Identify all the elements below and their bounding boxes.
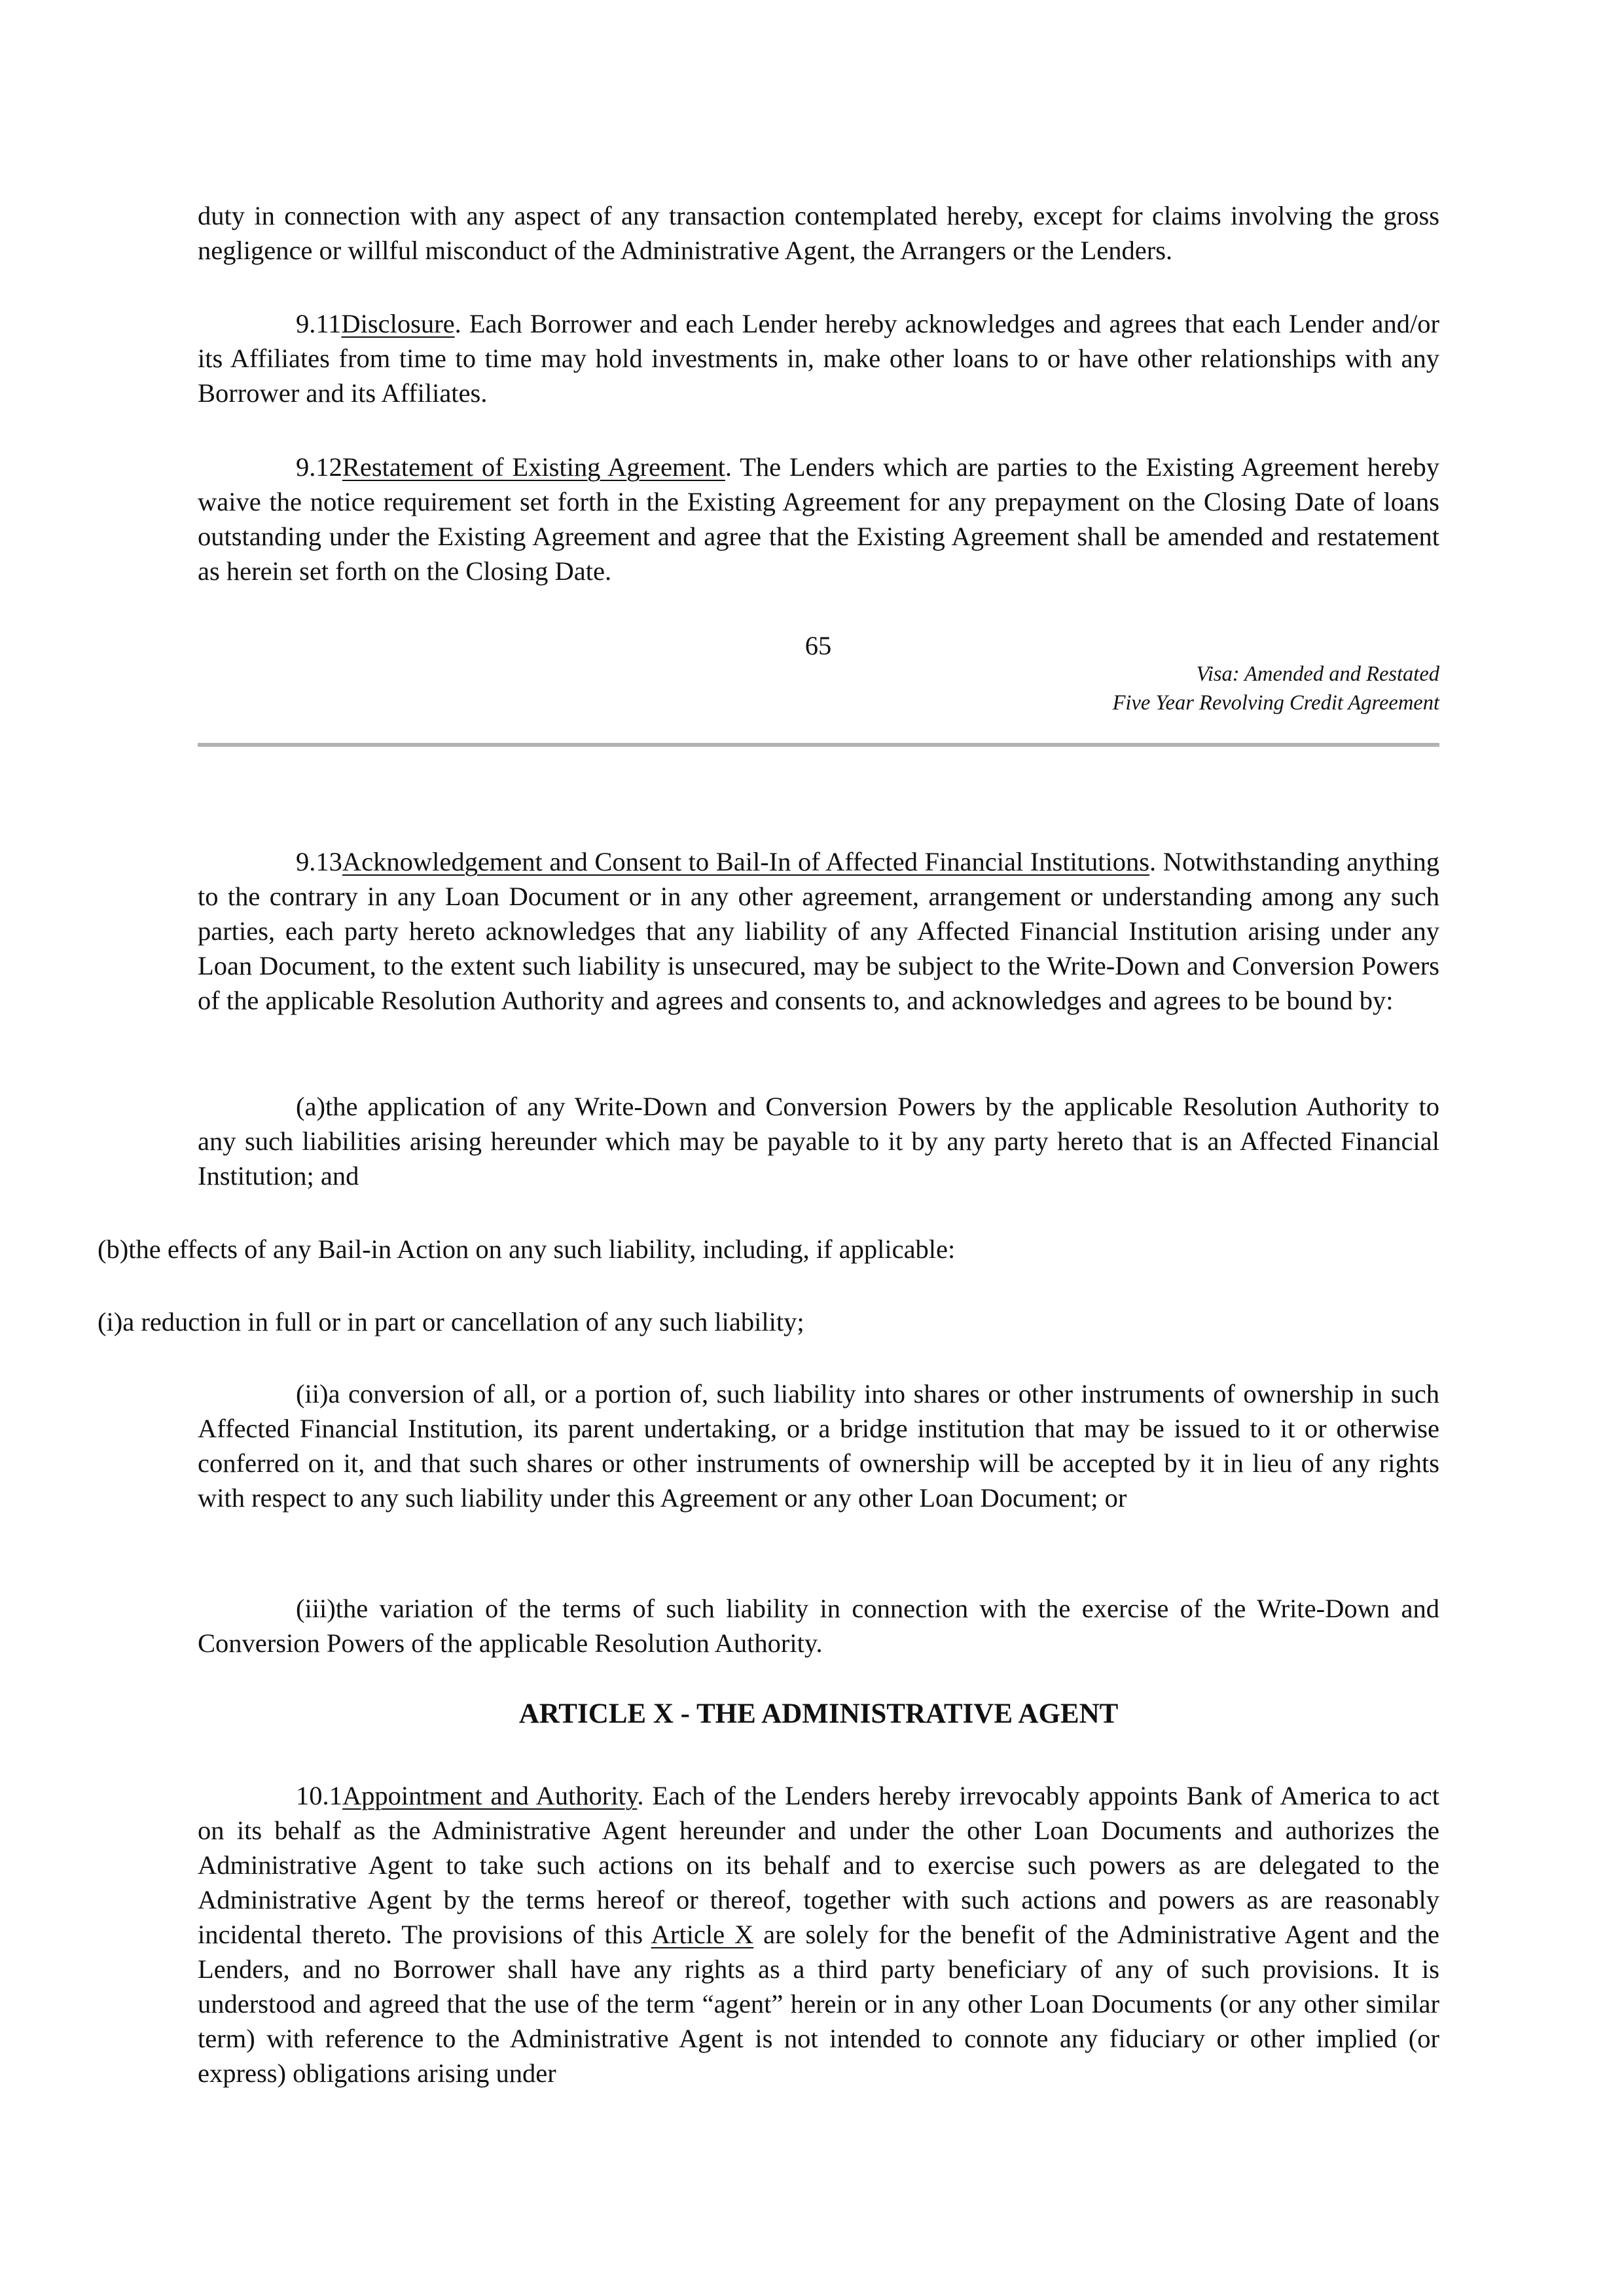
section-text: . The Lenders which are parties to the Existing Agreement hereby waive the notice requirement set forth in the Existing Agreement for any prepayment on the Closing Date of loans outstanding under the Existing Agreement and agree that the Existing Agreement shall be amended and restatement as herein set forth on the Closing Date. bbox=[198, 452, 1439, 586]
section-number: 9.13 bbox=[296, 847, 342, 876]
section-10-1 bbox=[198, 1778, 1439, 2090]
section-text: . Notwithstanding anything to the contrary in any Loan Document or in any other agreement, arrangement or understanding among any such parties, each party hereto acknowledges that any liability of any Affected Financial Institution arising under any Loan Document, to the extent such liability is unsecured, may be subject to the Write-Down and Conversion Powers of the applicable Resolution Authority and agrees and consents to, and acknowledges and agrees to be bound by: bbox=[198, 847, 1439, 1015]
section-9-12 bbox=[198, 450, 1439, 588]
section-text: . Each of the Lenders hereby irrevocably appoints Bank of America to act on its behalf as the Administrative Agent hereunder and under the other Loan Documents and authorizes the Administrative Agent to take such actions on its behalf and to exercise such powers as are delegated to the Administrative Agent by the terms hereof or thereof, together with such actions and powers as are reasonably incidental thereto. The provisions of this bbox=[198, 1781, 1439, 1949]
section-text: . Each Borrower and each Lender hereby acknowledges and agrees that each Lender and/or its Affiliates from time to time may hold investments in, make other loans to or have other relationships with any Borrower and its Affiliates. bbox=[198, 309, 1439, 408]
clause-a: (a)the application of any Write-Down and Conversion Powers by the applicable Resolution Authority to any such liabilities arising hereunder which may be payable to it by any party hereto that is an Affected Financial Institution; and bbox=[198, 1092, 1439, 1191]
page-number: 65 bbox=[804, 631, 832, 660]
section-number: 9.11 bbox=[296, 309, 342, 338]
section-9-13 bbox=[198, 844, 1439, 1018]
article-reference: Article X bbox=[651, 1920, 754, 1949]
footer-line-2: Five Year Revolving Credit Agreement bbox=[1112, 691, 1439, 715]
continued-paragraph: duty in connection with any aspect of any transaction contemplated hereby, except for claims involving the gross negligence or willful misconduct of the Administrative Agent, the Arrangers or the Lenders. bbox=[198, 201, 1439, 265]
page-break-rule bbox=[198, 743, 1439, 747]
section-heading: Restatement of Existing Agreement bbox=[342, 452, 725, 482]
section-heading: Disclosure bbox=[341, 309, 455, 338]
footer-line-1: Visa: Amended and Restated bbox=[1196, 662, 1439, 686]
article-heading: ARTICLE X - THE ADMINISTRATIVE AGENT bbox=[518, 1698, 1119, 1729]
clause-b: (b)the effects of any Bail-in Action on any such liability, including, if applicable: bbox=[98, 1234, 956, 1264]
section-number: 9.12 bbox=[296, 452, 342, 482]
section-text-continued: are solely for the benefit of the Administrative Agent and the Lenders, and no Borrower shall have any rights as a third party beneficiary of any of such provisions. It is understood and agreed that the use of the term “agent” herein or in any other Loan Documents (or any other similar term) with reference to the Administrative Agent is not intended to connote any fiduciary or other implied (or express) obligations arising under bbox=[198, 1920, 1439, 2088]
section-number: 10.1 bbox=[296, 1781, 342, 1810]
clause-iii: (iii)the variation of the terms of such liability in connection with the exercise of the Write-Down and Conversion Powers of the applicable Resolution Authority. bbox=[198, 1594, 1439, 1658]
section-9-11 bbox=[198, 306, 1439, 410]
clause-ii: (ii)a conversion of all, or a portion of, such liability into shares or other instruments of ownership in such Affected Financial Institution, its parent undertaking, or a bridge institution that may be issued to it or otherwise conferred on it, and that such shares or other instruments of ownership will be accepted by it in lieu of any rights with respect to any such liability under this Agreement or any other Loan Document; or bbox=[198, 1379, 1439, 1513]
section-heading: Acknowledgement and Consent to Bail-In of Affected Financial Institutions bbox=[342, 847, 1150, 876]
clause-i: (i)a reduction in full or in part or cancellation of any such liability; bbox=[98, 1307, 804, 1336]
section-heading: Appointment and Authority bbox=[342, 1781, 638, 1810]
